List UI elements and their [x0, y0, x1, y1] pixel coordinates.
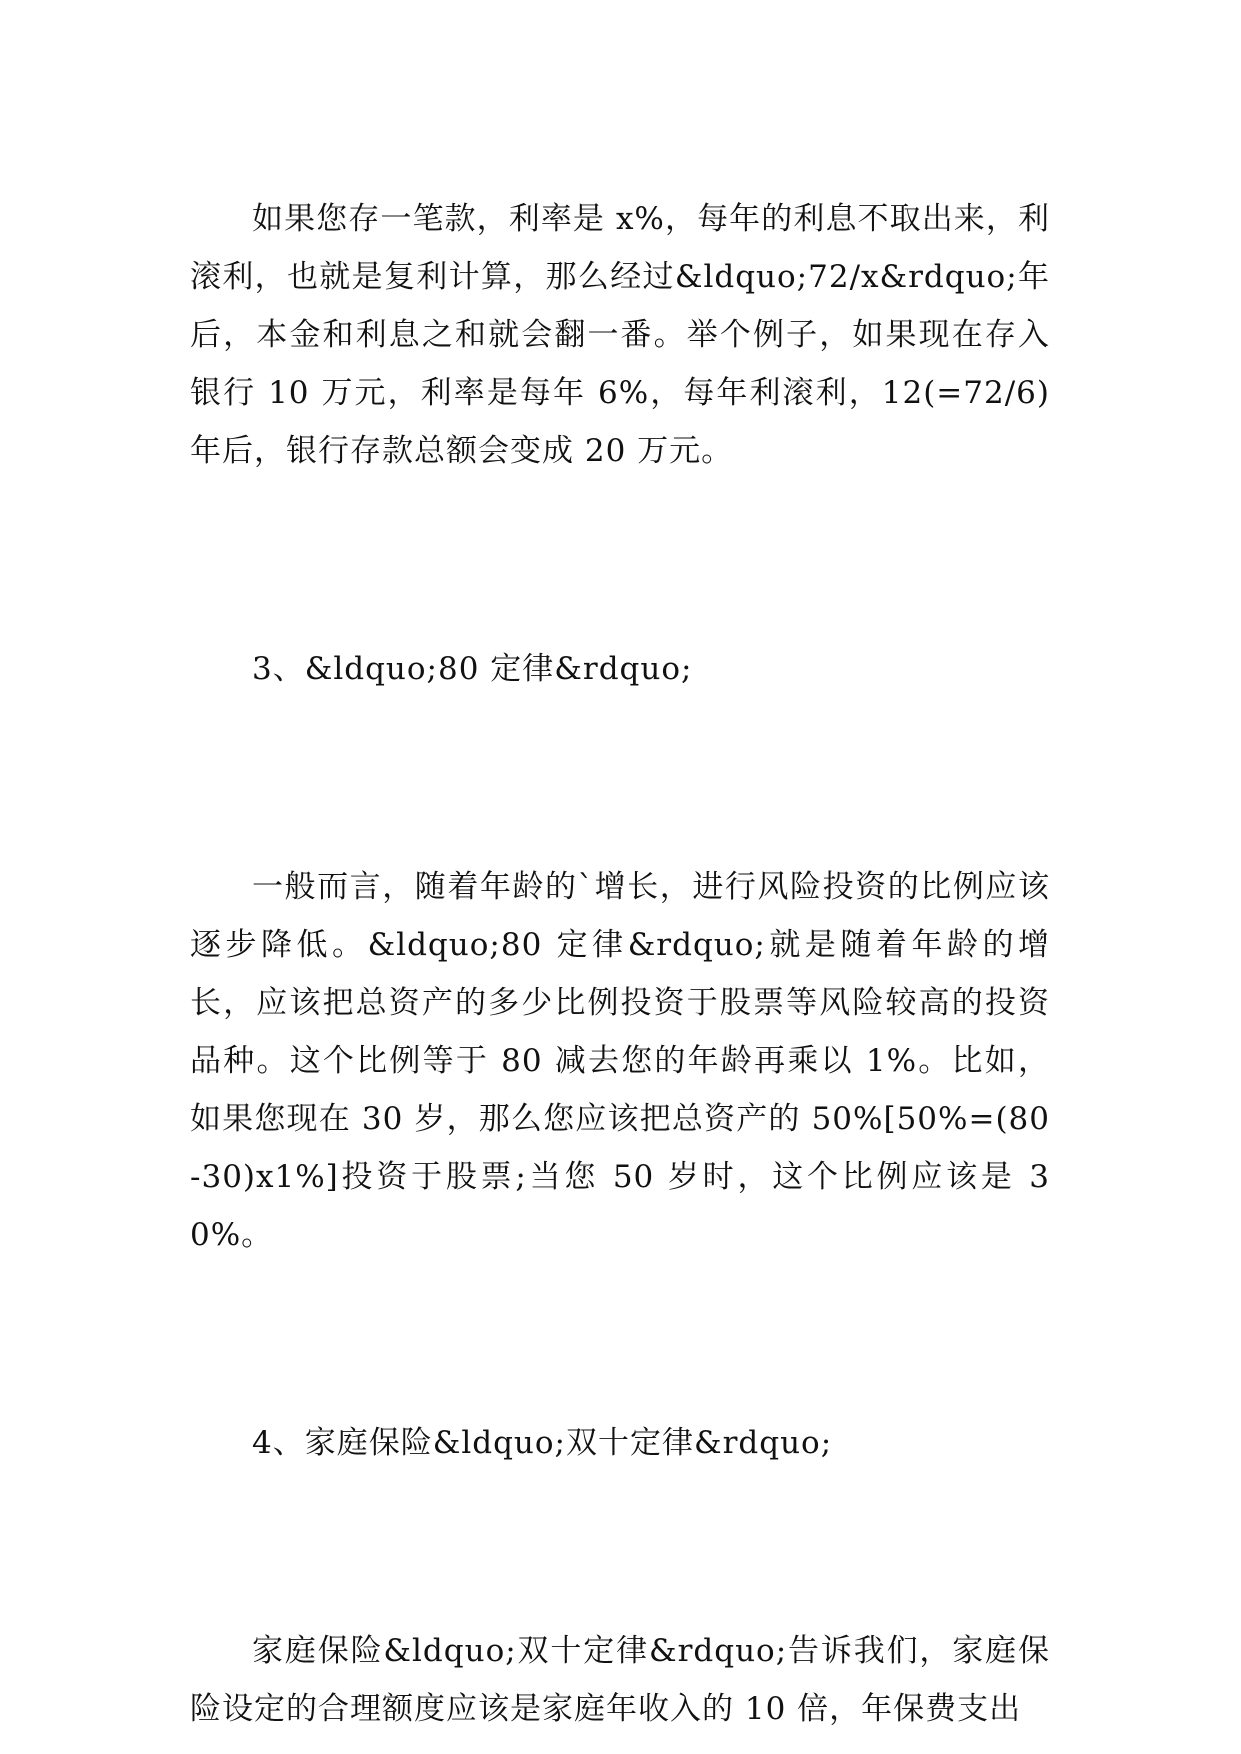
paragraph-spacer — [190, 698, 1050, 858]
paragraph-double-ten-rule: 家庭保险&ldquo;双十定律&rdquo;告诉我们，家庭保险设定的合理额度应该是家庭年收入的 10 倍，年保费支出 — [190, 1633, 1050, 1727]
heading-double-ten-rule: 4、家庭保险&ldquo;双十定律&rdquo; — [252, 1425, 833, 1461]
paragraph-spacer — [190, 1264, 1050, 1414]
paragraph-spacer — [190, 1472, 1050, 1622]
paragraph-compound-interest: 如果您存一笔款，利率是 x%，每年的利息不取出来，利滚利，也就是复利计算，那么经过&ldquo;72/x&rdquo;年后，本金和利息之和就会翻一番。举个例子，如果现在存入银行 10 万元，利率是每年 6%，每年利滚利，12(=72/6)年后，银行存款总额会变成 20 万元。 — [190, 201, 1050, 469]
document-content — [190, 190, 1050, 1738]
heading-80-rule: 3、&ldquo;80 定律&rdquo; — [252, 651, 693, 687]
paragraph-80-rule: 一般而言，随着年龄的`增长，进行风险投资的比例应该逐步降低。&ldquo;80 定律&rdquo;就是随着年龄的增长，应该把总资产的多少比例投资于股票等风险较高的投资品种。这个比例等于 80 减去您的年龄再乘以 1%。比如，如果您现在 30 岁，那么您应该把总资产的 50%[50%=(80-30)x1%]投资于股票;当您 50 岁时，这个比例应该是 30%。 — [190, 869, 1050, 1253]
paragraph-spacer — [190, 480, 1050, 640]
